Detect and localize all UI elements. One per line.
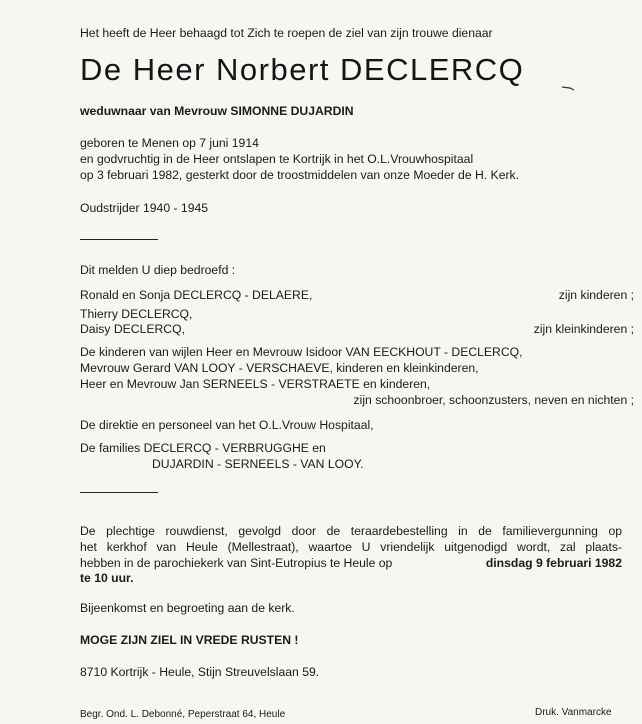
grandchildren-role: zijn kleinkinderen ; — [533, 322, 634, 336]
grandchild-2: Daisy DECLERCQ, — [80, 322, 185, 336]
deceased-name: De Heer Norbert DECLERCQ — [80, 52, 525, 87]
service-line-1: De plechtige rouwdienst, gevolgd door de teraardebestelling in de familievergunning op — [80, 524, 622, 538]
veteran-line: Oudstrijder 1940 - 1945 — [80, 201, 209, 215]
service-time: te 10 uur. — [80, 571, 134, 585]
service-date: dinsdag 9 februari 1982 — [485, 556, 622, 570]
service-line-2: het kerkhof van Heule (Mellestraat), waartoe U vriendelijk uitgenodigd wordt, zal plaats- — [80, 540, 622, 554]
families-line-1: De families DECLERCQ - VERBRUGGHE en — [80, 441, 326, 455]
staff-line: De direktie en personeel van het O.L.Vrouw Hospitaal, — [80, 418, 374, 432]
gathering-line: Bijeenkomst en begroeting aan de kerk. — [80, 601, 295, 615]
prayer-line: MOGE ZIJN ZIEL IN VREDE RUSTEN ! — [80, 633, 299, 647]
birth-line-1: geboren te Menen op 7 juni 1914 — [80, 136, 259, 150]
relatives-line-4: zijn schoonbroer, schoonzusters, neven en nichten ; — [353, 393, 634, 407]
families-line-2: DUJARDIN - SERNEELS - VAN LOOY. — [152, 457, 364, 471]
children-role: zijn kinderen ; — [558, 288, 634, 302]
address-line: 8710 Kortrijk - Heule, Stijn Streuvelslaan 59. — [80, 665, 320, 679]
announce-line: Dit melden U diep bedroefd : — [80, 263, 236, 277]
divider-2 — [80, 492, 158, 493]
ink-mark — [561, 85, 575, 91]
divider-1 — [80, 239, 158, 240]
printer-line: Druk. Vanmarcke — [535, 707, 612, 718]
undertaker-line: Begr. Ond. L. Debonné, Peperstraat 64, Heule — [80, 709, 286, 720]
relatives-line-3: Heer en Mevrouw Jan SERNEELS - VERSTRAETE en kinderen, — [80, 377, 431, 391]
service-line-3-start: hebben in de parochiekerk van Sint-Eutropius te Heule op — [80, 556, 393, 570]
relatives-line-2: Mevrouw Gerard VAN LOOY - VERSCHAEVE, kinderen en kleinkinderen, — [80, 361, 479, 375]
widower-line: weduwnaar van Mevrouw SIMONNE DUJARDIN — [80, 104, 354, 118]
intro-text: Het heeft de Heer behaagd tot Zich te roepen de ziel van zijn trouwe dienaar — [80, 26, 493, 40]
children-names: Ronald en Sonja DECLERCQ - DELAERE, — [80, 288, 313, 302]
service-line-3 — [80, 556, 622, 571]
grandchild-1: Thierry DECLERCQ, — [80, 307, 193, 321]
relatives-line-1: De kinderen van wijlen Heer en Mevrouw Isidoor VAN EECKHOUT - DECLERCQ, — [80, 345, 523, 359]
birth-line-2: en godvruchtig in de Heer ontslapen te Kortrijk in het O.L.Vrouwhospitaal — [80, 152, 474, 166]
birth-line-3: op 3 februari 1982, gesterkt door de troostmiddelen van onze Moeder de H. Kerk. — [80, 168, 520, 182]
